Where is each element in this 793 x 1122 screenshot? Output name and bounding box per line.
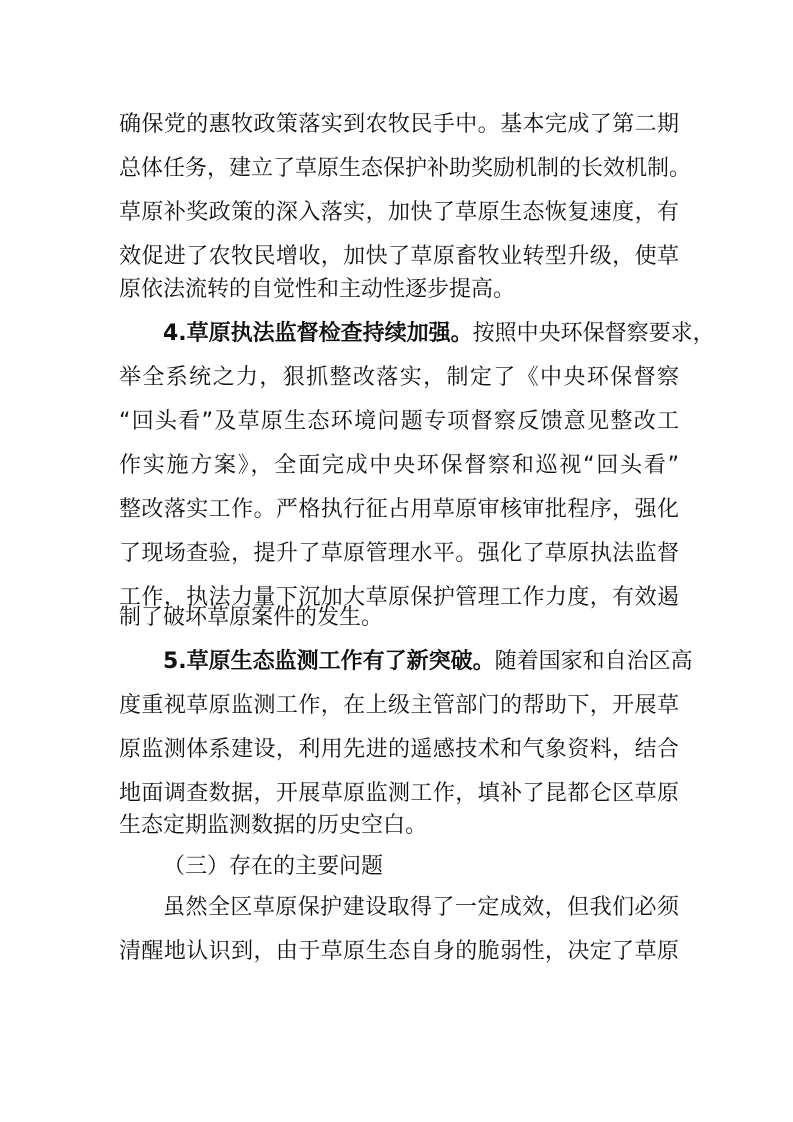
paragraph-text: 按照中央环保督察要求，	[472, 321, 715, 346]
paragraph-line: 总体任务，建立了草原生态保护补助奖励机制的长效机制。	[119, 156, 692, 181]
paragraph-first-line	[163, 312, 715, 356]
paragraph-line: 原监测体系建设，利用先进的遥感技术和气象资料，结合	[119, 737, 679, 762]
paragraph-line: 原依法流转的自觉性和主动性逐步提高。	[119, 277, 516, 302]
paragraph-first-line	[163, 640, 693, 684]
paragraph-line: 制了破坏草原案件的发生。	[119, 605, 384, 630]
paragraph-line: 了现场查验，提升了草原管理水平。强化了草原执法监督	[119, 541, 679, 566]
paragraph-line: 清醒地认识到，由于草原生态自身的脆弱性，决定了草原	[119, 939, 679, 964]
paragraph-line: 举全系统之力，狠抓整改落实，制定了《中央环保督察	[119, 365, 679, 390]
paragraph-line: 生态定期监测数据的历史空白。	[119, 813, 428, 838]
paragraph-line: 工作，执法力量下沉加大草原保护管理工作力度，有效遏	[119, 585, 679, 610]
paragraph-line: 确保党的惠牧政策落实到农牧民手中。基本完成了第二期	[119, 112, 679, 137]
paragraph-line: 效促进了农牧民增收，加快了草原畜牧业转型升级，使草	[119, 244, 679, 269]
paragraph-text: 随着国家和自治区高	[494, 649, 693, 674]
section-heading: （三）存在的主要问题	[163, 854, 384, 879]
paragraph-line: 作实施方案》，全面完成中央环保督察和巡视“回头看”	[119, 453, 679, 478]
paragraph-line: 草原补奖政策的深入落实，加快了草原生态恢复速度，有	[119, 200, 679, 225]
section-item-heading: 5.草原生态监测工作有了新突破。	[163, 649, 495, 674]
paragraph-line: 整改落实工作。严格执行征占用草原审核审批程序，强化	[119, 497, 679, 522]
section-item-heading: 4.草原执法监督检查持续加强。	[163, 321, 473, 346]
paragraph-line: “回头看”及草原生态环境问题专项督察反馈意见整改工	[119, 409, 679, 434]
paragraph-first-line: 虽然全区草原保护建设取得了一定成效，但我们必须	[163, 895, 679, 920]
paragraph-line: 度重视草原监测工作，在上级主管部门的帮助下，开展草	[119, 693, 679, 718]
paragraph-line: 地面调查数据，开展草原监测工作，填补了昆都仑区草原	[119, 781, 679, 806]
